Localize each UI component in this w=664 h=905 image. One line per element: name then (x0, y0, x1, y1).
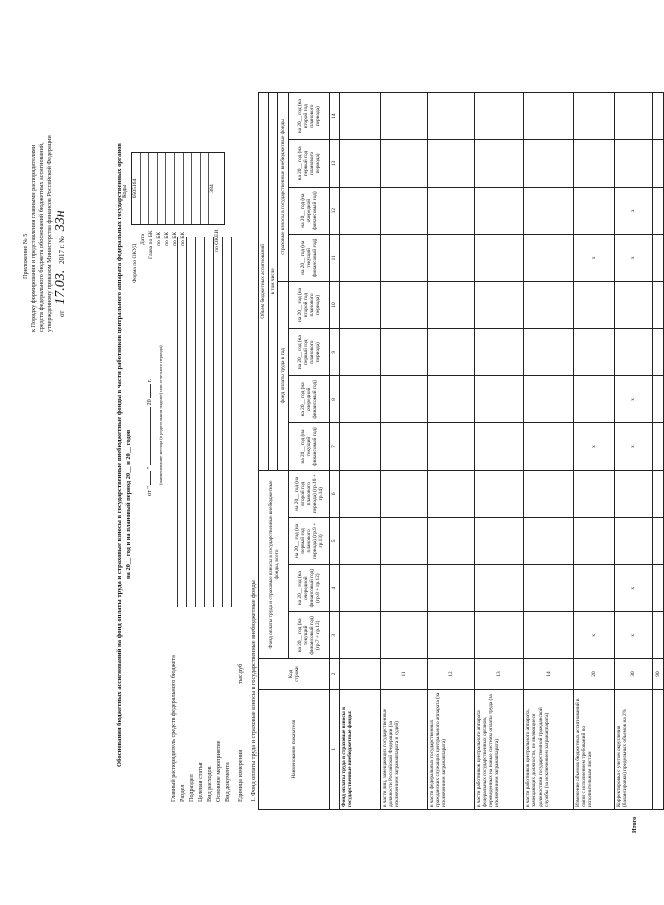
handwritten-number: 33н (53, 210, 68, 232)
field-line-document-type[interactable] (231, 237, 232, 607)
table-cell[interactable] (475, 376, 524, 423)
header-name: Наименование показателя (259, 689, 330, 809)
table-cell[interactable] (339, 376, 380, 423)
codes-label-bk-4: по БК (180, 231, 186, 246)
table-cell[interactable] (427, 470, 474, 517)
col-num: 12 (329, 187, 339, 234)
table-cell[interactable] (427, 376, 474, 423)
table-cell[interactable] (339, 612, 380, 659)
table-cell: x (614, 187, 653, 234)
table-cell[interactable] (573, 187, 614, 234)
table-cell[interactable] (524, 517, 573, 564)
row-code: 30 (614, 659, 653, 689)
field-line-expense-type[interactable] (213, 237, 214, 607)
codes-label-okud: Форма по ОКУД (132, 243, 138, 283)
code-bk-1[interactable] (158, 153, 167, 224)
col-num: 2 (329, 659, 339, 689)
field-line-section[interactable] (186, 237, 187, 607)
table-cell[interactable] (573, 376, 614, 423)
table-cell: x (573, 612, 614, 659)
table-cell[interactable] (524, 329, 573, 376)
appendix-line-3: средств федерального бюджета обоснований бюджетных ассигнований, (38, 142, 45, 332)
date-quote: " (146, 466, 153, 470)
table-cell: x (614, 234, 653, 281)
header-fot-plan1: на 20__ год (на первый год планового периода) (289, 329, 330, 376)
table-row (524, 93, 573, 810)
table-cell[interactable] (380, 187, 427, 234)
table-cell: x (573, 423, 614, 470)
header-fot-current: на 20__ год (на текущий финансовый год) (289, 423, 330, 470)
code-bk-2[interactable] (166, 153, 175, 224)
table-cell[interactable] (427, 93, 474, 140)
table-cell[interactable] (653, 423, 664, 470)
appendix-line-4: утвержденному приказом Министерства финансов Российской Федерации (46, 135, 53, 332)
table-cell[interactable] (475, 517, 524, 564)
header-ins-plan1: на 20__ год (на первый год планового периода) (289, 140, 330, 187)
col-num: 14 (329, 93, 339, 140)
table-cell[interactable] (573, 329, 614, 376)
table-cell[interactable] (427, 517, 474, 564)
table-cell[interactable] (427, 140, 474, 187)
table-cell[interactable] (339, 517, 380, 564)
row-name: Корректировка с учетом округления (балансировки) предельных объемов на 2% (614, 689, 653, 809)
table-cell[interactable] (339, 281, 380, 328)
header-insurance: страховые взносы в государственные внебюджетные фонды (278, 93, 289, 282)
col-num: 11 (329, 234, 339, 281)
code-blank-1[interactable] (192, 153, 201, 224)
header-fot: фонд оплаты труда в год (278, 281, 289, 470)
table-cell: x (614, 612, 653, 659)
table-cell[interactable] (653, 140, 664, 187)
table-cell[interactable] (524, 281, 573, 328)
code-okud: 0505164 (132, 153, 141, 224)
col-num: 6 (329, 470, 339, 517)
section-title: 1. Фонд оплаты труда и страховые взносы в государственные внебюджетные фонды (250, 580, 257, 802)
table-cell[interactable] (380, 612, 427, 659)
table-cell[interactable] (524, 187, 573, 234)
codes-label-bk-3: по БК (172, 231, 178, 246)
col-num: 3 (329, 612, 339, 659)
table-cell[interactable] (524, 140, 573, 187)
table-cell[interactable] (380, 565, 427, 612)
table-cell[interactable] (653, 376, 664, 423)
table-cell[interactable] (653, 187, 664, 234)
table-row (475, 93, 524, 810)
codes-label-okei: по ОКЕИ (214, 229, 220, 252)
date-line (146, 379, 153, 496)
table-cell[interactable] (614, 93, 653, 140)
table-cell[interactable] (380, 329, 427, 376)
row-code: 90 (653, 659, 664, 689)
table-cell[interactable] (380, 281, 427, 328)
table-cell: x (614, 423, 653, 470)
table-cell[interactable] (653, 93, 664, 140)
table-cell[interactable] (427, 281, 474, 328)
field-label-subsection: Подраздел (188, 774, 195, 802)
table-cell[interactable] (339, 140, 380, 187)
table-cell[interactable] (653, 470, 664, 517)
total-label: Итого (632, 816, 638, 833)
header-total-next: на 20__ год (на очередной финансовый год) (гр.8 + гр.12) (289, 565, 330, 612)
col-num: 13 (329, 140, 339, 187)
row-code: 12 (427, 659, 474, 689)
header-ins-next: на 20__ год (на очередной финансовый год) (289, 187, 330, 234)
table-cell[interactable] (339, 187, 380, 234)
field-label-grbs: Главный распорядитель средств федерального бюджета (170, 655, 177, 802)
appendix-line-2: к Порядку формирования и представления главными распорядителями (30, 144, 37, 332)
code-bk-4[interactable] (184, 153, 193, 224)
table-cell[interactable] (475, 234, 524, 281)
codes-label-bk-1: по БК (156, 231, 162, 246)
row-code: 13 (475, 659, 524, 689)
table-cell[interactable] (653, 517, 664, 564)
field-label-unit: Единица измерения (237, 749, 244, 802)
table-cell[interactable] (475, 565, 524, 612)
table-row (614, 93, 653, 810)
code-bk-3[interactable] (175, 153, 184, 224)
table-cell[interactable] (573, 470, 614, 517)
table-cell[interactable] (475, 470, 524, 517)
field-label-target-article: Целевая статья (197, 762, 204, 802)
table-cell[interactable] (339, 565, 380, 612)
header-code: Код строки (259, 659, 330, 689)
table-cell[interactable] (653, 329, 664, 376)
table-cell[interactable] (653, 281, 664, 328)
document-subtitle: на 20__ год и на плановый период 20__ и 20__ годов (125, 429, 132, 579)
table-cell[interactable] (380, 93, 427, 140)
table-cell[interactable] (380, 376, 427, 423)
col-num: 8 (329, 376, 339, 423)
row-code (339, 659, 380, 689)
field-value-unit: тыс.руб (237, 663, 244, 684)
column-number-row (329, 93, 339, 810)
table-cell[interactable] (475, 423, 524, 470)
table-cell[interactable] (339, 329, 380, 376)
codes-label-date: Дата (140, 233, 146, 245)
code-blank-2[interactable] (201, 153, 210, 224)
table-cell[interactable] (339, 423, 380, 470)
header-total-current: на 20__ год (на текущий финансовый год) (гр.7 + гр.12) (289, 612, 330, 659)
appendix-line-5 (53, 210, 70, 317)
row-name: Изменение объемов бюджетных ассигнований в связи с исполнением требований по исполнительным листам (573, 689, 614, 809)
row-code: 14 (524, 659, 573, 689)
date-prefix: от " (146, 486, 153, 496)
header-total-plan1: на 20__ год (на первый год планового периода) (гр.9 + гр.13) (289, 517, 330, 564)
field-label-section: Раздел (179, 784, 186, 802)
table-cell[interactable] (524, 234, 573, 281)
field-line-grbs[interactable] (177, 237, 178, 607)
table-cell[interactable] (573, 140, 614, 187)
table-cell[interactable] (573, 565, 614, 612)
table-cell[interactable] (427, 565, 474, 612)
table-cell[interactable] (339, 470, 380, 517)
table-cell: x (614, 376, 653, 423)
table-cell[interactable] (427, 423, 474, 470)
table-cell[interactable] (524, 612, 573, 659)
document-title: Обоснования бюджетных ассигнований на фонд оплаты труда и страховые взносы в государственные внебюджетные фонды в части работников центрального аппарата федеральных государственных органов (116, 143, 123, 767)
row-name: в части лиц, замещающих государственные должности Российской Федерации (за исключением загранаппарата и судей) (380, 689, 427, 809)
header-total-plan2: на 20__ год (на второй год планового периода) (гр.10 + гр.14) (289, 470, 330, 517)
code-okei: 384 (209, 184, 216, 193)
date-year: 20 (146, 399, 153, 406)
row-name: в части федеральных государственных гражданских служащих центрального аппарата (за исключением загранаппарата) (427, 689, 474, 809)
table-cell[interactable] (653, 565, 664, 612)
code-date[interactable] (141, 153, 150, 224)
table-row (653, 93, 664, 810)
table-row (573, 93, 614, 810)
col-num: 10 (329, 281, 339, 328)
field-label-main-event: Основное мероприятие (215, 740, 222, 802)
table-cell[interactable] (524, 565, 573, 612)
table-row (380, 93, 427, 810)
header-fot-next: на 20__ год (на очередной финансовый год) (289, 376, 330, 423)
table-cell[interactable] (427, 329, 474, 376)
header-fot-plan2: на 20__ год (на второй год планового периода) (289, 281, 330, 328)
col-num: 7 (329, 423, 339, 470)
header-fot-total: Фонд оплаты труда и страховые взносы в государственные внебюджетные фонды, всего (259, 470, 289, 659)
appendix-number-label: 2017 г. № (58, 236, 66, 265)
appendix-line-1: Приложение № 5 (22, 233, 29, 279)
col-num: 9 (329, 329, 339, 376)
date-suffix: г. (146, 378, 153, 383)
field-line-subsection[interactable] (195, 237, 196, 607)
date-caption: (наименование месяца (в родительном падеже) или отчетного периода) (158, 345, 163, 485)
codes-header: Коды (122, 184, 128, 198)
table-row (427, 93, 474, 810)
table-cell[interactable] (614, 281, 653, 328)
table-cell: x (614, 565, 653, 612)
table-cell[interactable] (427, 612, 474, 659)
table-cell[interactable] (524, 423, 573, 470)
field-label-expense-type: Вид расходов (206, 766, 213, 802)
table-cell[interactable] (475, 612, 524, 659)
table-cell[interactable] (614, 329, 653, 376)
field-label-document-type: Вид документа (224, 762, 231, 802)
table-cell[interactable] (339, 93, 380, 140)
table-cell[interactable] (524, 470, 573, 517)
handwritten-date: 17.03. (53, 269, 68, 305)
header-ins-current: на 20__ год (на текущий финансовый год) (289, 234, 330, 281)
row-name: в части работников центрального аппарата, замещающих должности, не являющиеся должностями государственной гражданской службы (за исключением загранаппарата) (524, 689, 573, 809)
table-cell[interactable] (653, 612, 664, 659)
table-cell[interactable] (573, 517, 614, 564)
table-cell[interactable] (614, 470, 653, 517)
table-cell[interactable] (653, 234, 664, 281)
table-cell[interactable] (475, 187, 524, 234)
header-incl: в том числе (268, 93, 278, 471)
main-table (258, 92, 664, 810)
row-name (653, 689, 664, 809)
table-cell[interactable] (427, 234, 474, 281)
table-cell[interactable] (380, 140, 427, 187)
table-cell[interactable] (614, 140, 653, 187)
table-cell[interactable] (380, 517, 427, 564)
field-line-target-article[interactable] (204, 237, 205, 607)
table-cell[interactable] (380, 423, 427, 470)
table-cell[interactable] (524, 376, 573, 423)
table-cell[interactable] (524, 93, 573, 140)
col-num: 1 (329, 689, 339, 809)
col-num: 4 (329, 565, 339, 612)
table-cell[interactable] (339, 234, 380, 281)
table-row (339, 93, 380, 810)
codes-label-chapter: Глава по БК (148, 230, 154, 259)
table-cell[interactable] (614, 517, 653, 564)
header-ins-plan2: на 20__ год (на второй год планового периода) (289, 93, 330, 140)
codes-table (131, 152, 225, 225)
codes-label-bk-2: по БК (164, 231, 170, 246)
table-cell: x (573, 234, 614, 281)
table-cell[interactable] (427, 187, 474, 234)
field-line-main-event[interactable] (222, 237, 223, 607)
table-cell[interactable] (475, 281, 524, 328)
row-code: 20 (573, 659, 614, 689)
table-cell[interactable] (380, 470, 427, 517)
table-cell[interactable] (475, 140, 524, 187)
col-num: 5 (329, 517, 339, 564)
appendix-date-prefix: от (58, 310, 66, 317)
table-cell[interactable] (573, 93, 614, 140)
table-cell[interactable] (475, 93, 524, 140)
header-volume: Объем бюджетных ассигнований (259, 93, 269, 471)
table-cell[interactable] (573, 281, 614, 328)
row-name: в части работников центрального аппарата федеральных государственных органов, переведенных на новые системы оплаты труда (за исключением загранаппарата) (475, 689, 524, 809)
table-cell[interactable] (380, 234, 427, 281)
row-code: 11 (380, 659, 427, 689)
row-name: Фонд оплаты труда и страховые взносы в государственные внебюджетные фонды: (339, 689, 380, 809)
code-chapter[interactable] (149, 153, 158, 224)
table-cell[interactable] (475, 329, 524, 376)
